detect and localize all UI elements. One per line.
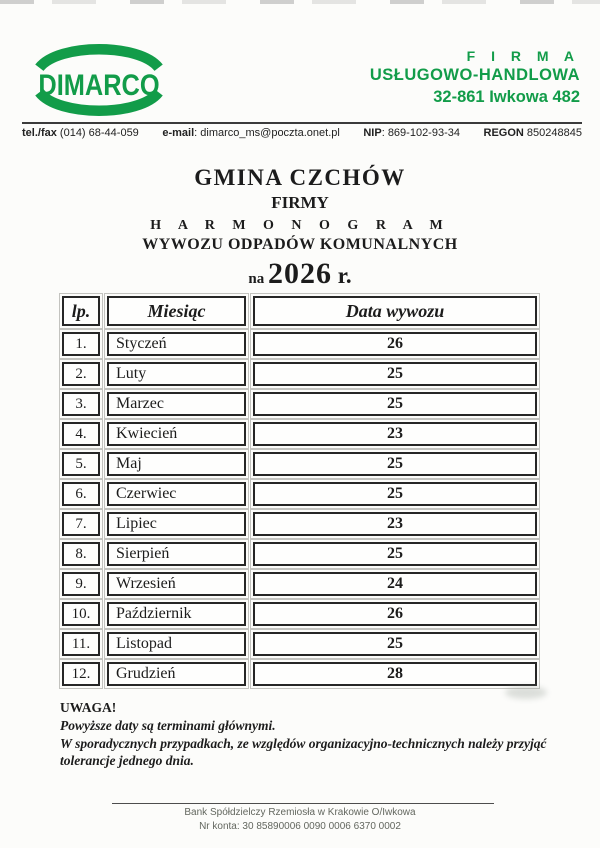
email-value: : dimarco_ms@poczta.onet.pl [194, 127, 340, 139]
month-cell: Grudzień [107, 662, 246, 686]
row-number-cell: 3. [62, 392, 100, 416]
month-cell: Czerwiec [107, 482, 246, 506]
table-row [62, 572, 537, 596]
letterhead-divider [22, 122, 582, 124]
title-year-line [0, 257, 600, 291]
notice-line: Powyższe daty są terminami głównymi. [60, 717, 276, 733]
schedule-table [62, 296, 537, 692]
header-lp: lp. [62, 296, 100, 326]
footer-bank-name: Bank Spółdzielczy Rzemiosła w Krakowie O/Iwkowa [184, 807, 416, 818]
row-number-cell: 10. [62, 602, 100, 626]
telfax-label: tel./fax [22, 127, 57, 139]
date-cell: 25 [253, 482, 537, 506]
month-cell: Wrzesień [107, 572, 246, 596]
row-number-cell: 9. [62, 572, 100, 596]
table-row [62, 512, 537, 536]
nip-entry [363, 127, 460, 139]
month-cell: Październik [107, 602, 246, 626]
date-cell: 23 [253, 422, 537, 446]
table-row [62, 392, 537, 416]
email-entry [162, 127, 339, 139]
month-cell: Sierpień [107, 542, 246, 566]
table-row [62, 542, 537, 566]
telfax-entry [22, 127, 139, 139]
title-wywozu: WYWOZU ODPADÓW KOMUNALNYCH [142, 236, 458, 253]
dimarco-logo [28, 34, 170, 126]
table-row [62, 632, 537, 656]
date-cell: 25 [253, 452, 537, 476]
notice-line: W sporadycznych przypadkach, ze względów organizacyjno-technicznych należy przyjąć [60, 735, 547, 751]
notice-title: UWAGA! [60, 700, 117, 715]
year-value: 2026 [267, 257, 332, 290]
date-cell: 25 [253, 632, 537, 656]
table-row [62, 662, 537, 686]
date-cell: 23 [253, 512, 537, 536]
table-row [62, 362, 537, 386]
regon-label: REGON [483, 127, 524, 139]
month-cell: Kwiecień [107, 422, 246, 446]
footer-account-number: Nr konta: 30 85890006 0090 0006 6370 0002 [199, 820, 401, 832]
date-cell: 24 [253, 572, 537, 596]
footer-divider [112, 803, 494, 804]
firm-address: 32-861 Iwkowa 482 [433, 87, 580, 106]
table-row [62, 452, 537, 476]
telfax-value: (014) 68-44-059 [56, 127, 139, 139]
month-cell: Maj [107, 452, 246, 476]
date-cell: 25 [253, 362, 537, 386]
nip-label: NIP [363, 127, 382, 139]
date-cell: 25 [253, 542, 537, 566]
row-number-cell: 1. [62, 332, 100, 356]
firm-word: F I R M A [466, 48, 580, 64]
row-number-cell: 11. [62, 632, 100, 656]
regon-value: 850248845 [523, 127, 582, 139]
notice-block [60, 699, 547, 770]
date-cell: 26 [253, 332, 537, 356]
row-number-cell: 5. [62, 452, 100, 476]
date-cell: 28 [253, 662, 537, 686]
header-miesiac: Miesiąc [107, 296, 246, 326]
month-cell: Marzec [107, 392, 246, 416]
table-header-row [62, 296, 537, 326]
contact-line [22, 127, 582, 139]
header-data-wywozu: Data wywozu [253, 296, 537, 326]
date-cell: 25 [253, 392, 537, 416]
logo-top-arc-icon [39, 49, 158, 67]
row-number-cell: 7. [62, 512, 100, 536]
month-cell: Luty [107, 362, 246, 386]
row-number-cell: 4. [62, 422, 100, 446]
month-cell: Listopad [107, 632, 246, 656]
table-row [62, 602, 537, 626]
scan-noise-strip [0, 0, 600, 4]
notice-line: tolerancje jednego dnia. [60, 753, 194, 769]
title-firmy: FIRMY [271, 193, 329, 212]
row-number-cell: 8. [62, 542, 100, 566]
table-row [62, 332, 537, 356]
logo-wordmark: DIMARCO [38, 69, 160, 103]
date-cell: 26 [253, 602, 537, 626]
email-label: e-mail [162, 127, 195, 139]
month-cell: Lipiec [107, 512, 246, 536]
regon-entry [484, 127, 582, 139]
month-cell: Styczeń [107, 332, 246, 356]
year-prefix: na [248, 271, 268, 287]
table-row [62, 422, 537, 446]
document-title-block [0, 165, 600, 291]
footer-block [0, 806, 600, 833]
title-harmonogram: H A R M O N O G R A M [150, 218, 450, 233]
row-number-cell: 12. [62, 662, 100, 686]
firm-type: USŁUGOWO-HANDLOWA [369, 66, 580, 85]
year-suffix: r. [331, 263, 352, 288]
row-number-cell: 2. [62, 362, 100, 386]
company-name-block [280, 47, 580, 108]
row-number-cell: 6. [62, 482, 100, 506]
nip-value: : 869-102-93-34 [381, 127, 460, 139]
title-gmina: GMINA CZCHÓW [194, 165, 406, 190]
table-row [62, 482, 537, 506]
scan-smudge [505, 686, 547, 699]
